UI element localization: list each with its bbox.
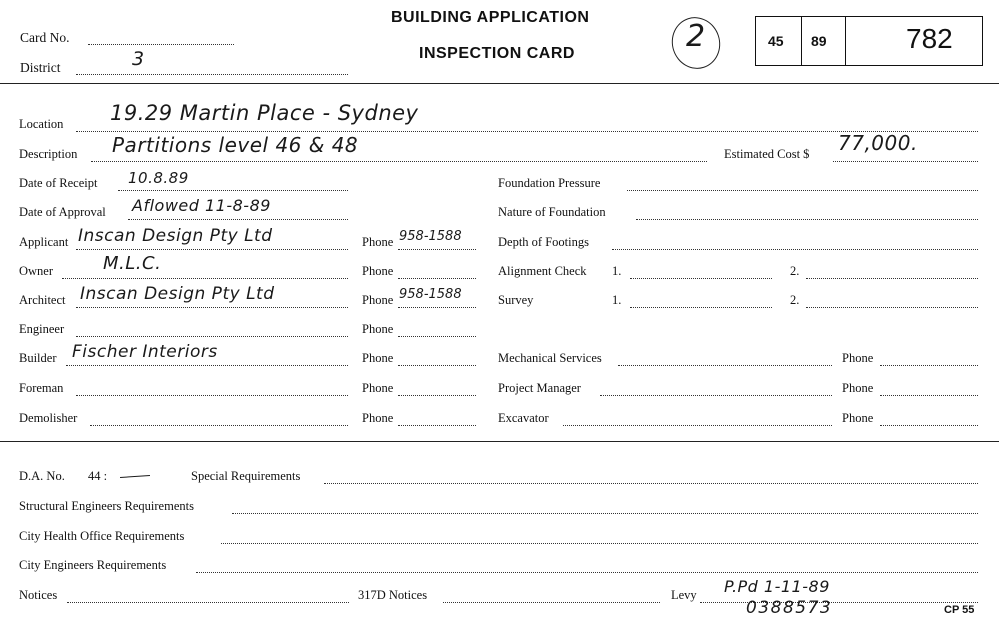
special-field[interactable]	[324, 483, 978, 484]
architect-phone-label: Phone	[362, 293, 394, 307]
levy-field[interactable]	[700, 602, 978, 603]
title-line1: BUILDING APPLICATION	[391, 9, 590, 26]
demolisher-phone-field[interactable]	[398, 425, 476, 426]
date-approval-value: Aflowed 11-8-89	[132, 196, 271, 215]
builder-phone-field[interactable]	[398, 365, 476, 366]
district-label: District	[20, 60, 61, 75]
estimated-cost-label: Estimated Cost $	[724, 147, 810, 161]
notices-317d-field[interactable]	[443, 602, 660, 603]
alignment-1-label: 1.	[612, 264, 622, 278]
health-label: City Health Office Requirements	[19, 529, 185, 543]
project-manager-phone-label: Phone	[842, 381, 874, 395]
date-receipt-value: 10.8.89	[128, 169, 189, 187]
special-label: Special Requirements	[191, 469, 301, 483]
foreman-phone-field[interactable]	[398, 395, 476, 396]
location-label: Location	[19, 117, 64, 131]
card-no-field[interactable]	[88, 44, 234, 45]
survey-label: Survey	[498, 293, 534, 307]
depth-footings-field[interactable]	[612, 249, 978, 250]
nature-foundation-field[interactable]	[636, 219, 978, 220]
notices-label: Notices	[19, 588, 58, 602]
foreman-label: Foreman	[19, 381, 64, 395]
mechanical-field[interactable]	[618, 365, 832, 366]
notices-317d-label: 317D Notices	[358, 588, 428, 602]
excavator-phone-label: Phone	[842, 411, 874, 425]
date-receipt-field[interactable]	[118, 190, 348, 191]
header-divider	[0, 83, 999, 84]
notices-field[interactable]	[67, 602, 349, 603]
survey-1-field[interactable]	[630, 307, 772, 308]
box-number-value: 782	[906, 23, 953, 54]
district-field[interactable]	[76, 74, 348, 75]
survey-2-field[interactable]	[806, 307, 978, 308]
engineer-phone-field[interactable]	[398, 336, 476, 337]
reference-box	[755, 16, 983, 66]
da-no-value: 44 :	[88, 469, 108, 483]
architect-value: Inscan Design Pty Ltd	[80, 284, 275, 304]
circled-number: 2	[686, 19, 706, 54]
applicant-label: Applicant	[19, 235, 69, 249]
box-a-value: 45	[768, 33, 784, 49]
owner-label: Owner	[19, 264, 54, 278]
builder-value: Fischer Interiors	[72, 342, 218, 362]
owner-phone-field[interactable]	[398, 278, 476, 279]
estimated-cost-field[interactable]	[833, 161, 978, 162]
city-engineers-field[interactable]	[196, 572, 978, 573]
applicant-phone-field[interactable]	[398, 249, 476, 250]
project-manager-phone-field[interactable]	[880, 395, 978, 396]
date-approval-label: Date of Approval	[19, 205, 106, 219]
architect-phone-value: 958-1588	[399, 287, 462, 302]
demolisher-field[interactable]	[90, 425, 348, 426]
district-value: 3	[132, 48, 145, 70]
builder-phone-label: Phone	[362, 351, 394, 365]
owner-field[interactable]	[62, 278, 348, 279]
date-receipt-label: Date of Receipt	[19, 176, 98, 190]
alignment-2-label: 2.	[790, 264, 800, 278]
excavator-label: Excavator	[498, 411, 549, 425]
levy-value: P.Pd 1-11-89	[724, 577, 830, 596]
levy-label: Levy	[671, 588, 697, 602]
builder-field[interactable]	[66, 365, 348, 366]
demolisher-phone-label: Phone	[362, 411, 394, 425]
applicant-phone-label: Phone	[362, 235, 394, 249]
survey-2-label: 2.	[790, 293, 800, 307]
excavator-phone-field[interactable]	[880, 425, 978, 426]
description-field[interactable]	[91, 161, 707, 162]
project-manager-label: Project Manager	[498, 381, 581, 395]
levy-receipt-number: 0388573	[746, 598, 833, 618]
card-no-label: Card No.	[20, 30, 70, 45]
mechanical-phone-label: Phone	[842, 351, 874, 365]
nature-foundation-label: Nature of Foundation	[498, 205, 606, 219]
details-divider	[0, 441, 999, 442]
structural-label: Structural Engineers Requirements	[19, 499, 194, 513]
applicant-field[interactable]	[76, 249, 348, 250]
engineer-field[interactable]	[76, 336, 348, 337]
da-no-dash-mark	[120, 475, 150, 478]
engineer-phone-label: Phone	[362, 322, 394, 336]
foreman-field[interactable]	[76, 395, 348, 396]
title-line2: INSPECTION CARD	[419, 45, 575, 62]
box-b-value: 89	[811, 33, 827, 49]
architect-label: Architect	[19, 293, 66, 307]
alignment-check-label: Alignment Check	[498, 264, 587, 278]
owner-value: M.L.C.	[103, 253, 162, 274]
foundation-pressure-field[interactable]	[627, 190, 978, 191]
excavator-field[interactable]	[563, 425, 832, 426]
mechanical-phone-field[interactable]	[880, 365, 978, 366]
form-code: CP 55	[944, 604, 975, 616]
demolisher-label: Demolisher	[19, 411, 78, 425]
project-manager-field[interactable]	[600, 395, 832, 396]
architect-phone-field[interactable]	[398, 307, 476, 308]
structural-field[interactable]	[232, 513, 978, 514]
description-label: Description	[19, 147, 78, 161]
health-field[interactable]	[221, 543, 978, 544]
city-engineers-label: City Engineers Requirements	[19, 558, 167, 572]
date-approval-field[interactable]	[128, 219, 348, 220]
foundation-pressure-label: Foundation Pressure	[498, 176, 601, 190]
architect-field[interactable]	[76, 307, 348, 308]
alignment-1-field[interactable]	[630, 278, 772, 279]
builder-label: Builder	[19, 351, 57, 365]
mechanical-label: Mechanical Services	[498, 351, 602, 365]
alignment-2-field[interactable]	[806, 278, 978, 279]
estimated-cost-value: 77,000.	[838, 131, 918, 155]
applicant-phone-value: 958-1588	[399, 229, 462, 244]
location-value: 19.29 Martin Place - Sydney	[110, 101, 419, 125]
applicant-value: Inscan Design Pty Ltd	[78, 226, 273, 246]
description-value: Partitions level 46 & 48	[112, 133, 359, 157]
survey-1-label: 1.	[612, 293, 622, 307]
engineer-label: Engineer	[19, 322, 65, 336]
da-no-label: D.A. No.	[19, 469, 65, 483]
owner-phone-label: Phone	[362, 264, 394, 278]
depth-footings-label: Depth of Footings	[498, 235, 589, 249]
foreman-phone-label: Phone	[362, 381, 394, 395]
